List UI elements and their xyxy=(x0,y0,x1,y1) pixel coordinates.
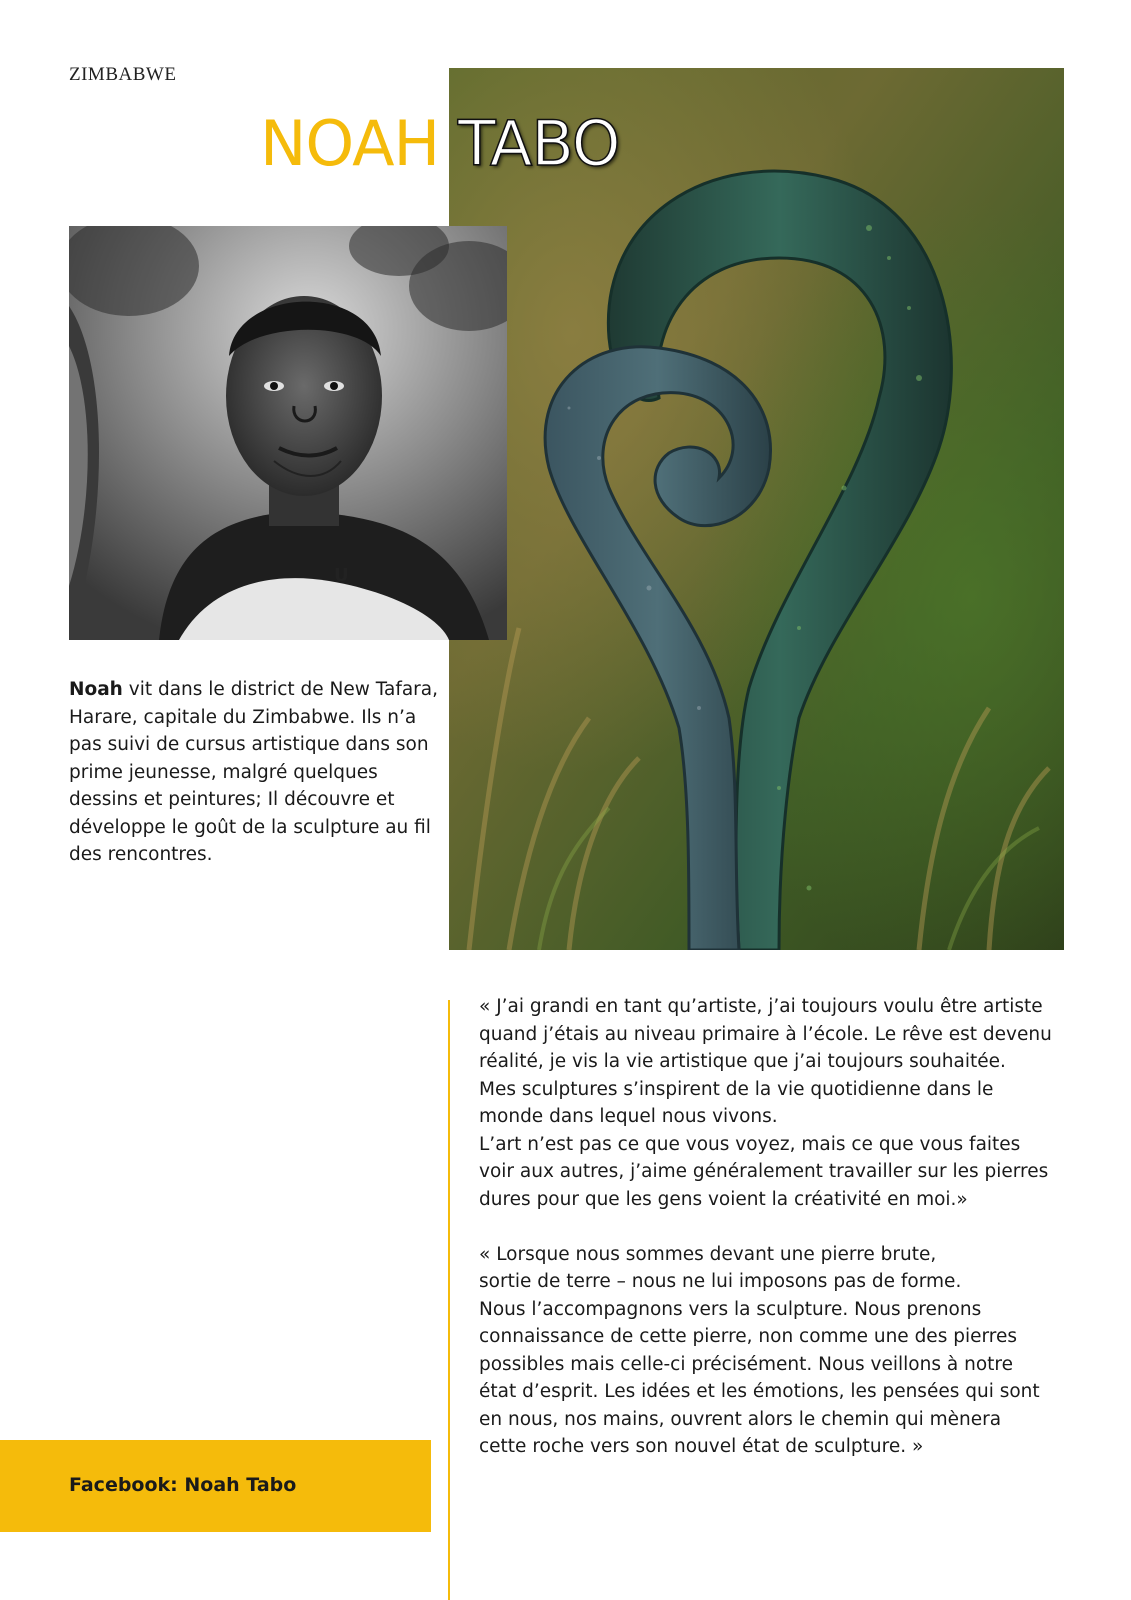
sculpture-photo xyxy=(449,68,1064,950)
bio-lead-name: Noah xyxy=(69,679,123,700)
artist-portrait xyxy=(69,226,507,640)
bio-text: vit dans le district de New Tafara, Harare, capitale du Zimbabwe. Ils n’a pas suivi de cursus artistique dans son prime jeunesse, malgré quelques dessins et peintures; Il découvre et développe le goût de la sculpture au fil des rencontres. xyxy=(69,679,439,865)
facebook-label: Facebook: Noah Tabo xyxy=(69,1474,297,1496)
artist-first-name: NOAH xyxy=(260,107,440,180)
quote-paragraph: « Lorsque nous sommes devant une pierre brute, sortie de terre – nous ne lui imposons pas de forme. Nous l’accompagnons vers la sculpture. Nous prenons connaissance de cette pierre, non comme une des pierres possibles mais celle-ci précisément. Nous veillons à notre état d’esprit. Les idées et les émotions, les pensées qui sont en nous, nos mains, ouvrent alors le chemin qui mènera cette roche vers son nouvel état de sculpture. » xyxy=(479,1243,1040,1457)
artist-quotes xyxy=(479,993,1099,1461)
artist-bio xyxy=(69,676,449,869)
quote-paragraph: « J’ai grandi en tant qu’artiste, j’ai toujours voulu être artiste quand j’étais au niveau primaire à l’école. Le rêve est devenu réalité, je vis la vie artistique que j’ai toujours souhaitée. Mes sculptures s’inspirent de la vie quotidienne dans le monde dans lequel nous vivons. L’art n’est pas ce que vous voyez, mais ce que vous faites voir aux autres, j’aime généralement travailler sur les pierres dures pour que les gens voient la créativité en moi.» xyxy=(479,996,1052,1210)
country-label: ZIMBABWE xyxy=(69,64,177,85)
artist-name xyxy=(260,104,620,184)
svg-text:U: U xyxy=(334,565,349,586)
accent-divider xyxy=(448,1000,450,1600)
facebook-band xyxy=(0,1440,431,1532)
artist-last-name: TABO xyxy=(457,107,620,180)
